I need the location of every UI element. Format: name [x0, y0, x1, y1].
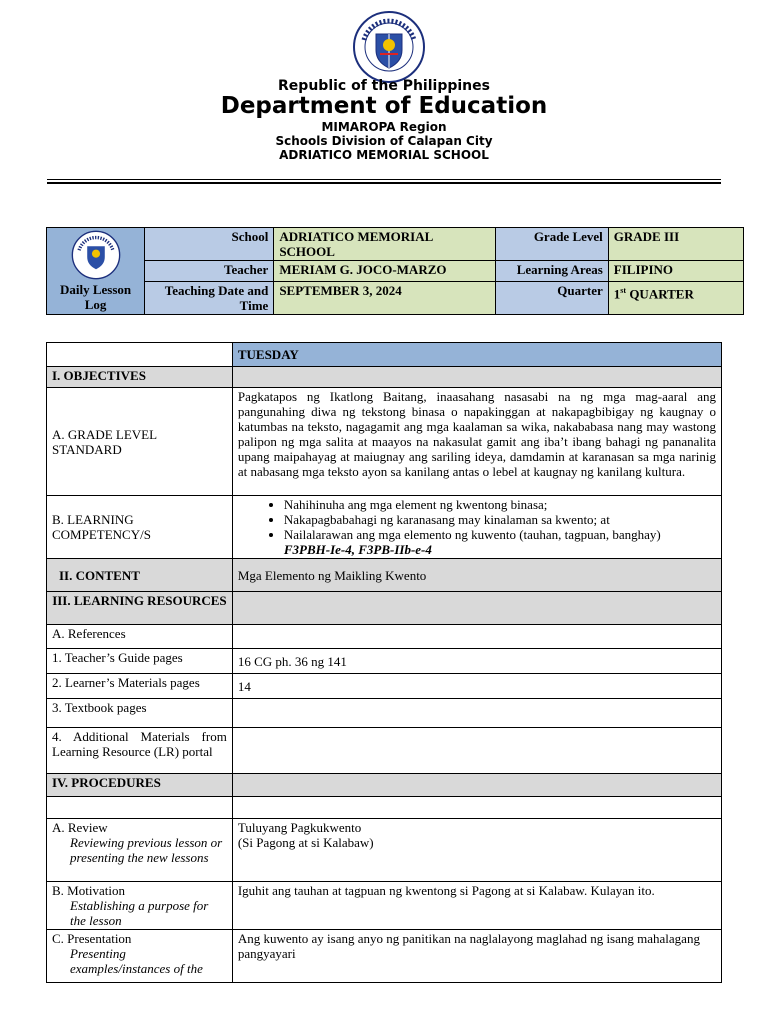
presentation-subtitle: Presenting examples/instances of the: [70, 946, 203, 976]
textbook-pages-blank: [232, 699, 721, 728]
grade-level-standard-label: A. GRADE LEVEL STANDARD: [47, 388, 233, 496]
info-table: [46, 227, 744, 315]
quarter-value: 1st QUARTER: [608, 282, 743, 315]
references-label: A. References: [47, 625, 233, 649]
school-label: School: [145, 228, 274, 261]
daily-lesson-log-cell: [47, 228, 145, 315]
presentation-label: C. Presentation: [52, 931, 132, 946]
school-heading: ADRIATICO MEMORIAL SCHOOL: [279, 148, 489, 162]
review-cell: [47, 819, 233, 882]
presentation-cell: [47, 930, 233, 983]
learning-areas-label: Learning Areas: [495, 261, 608, 282]
header-divider: [47, 179, 721, 180]
header-divider-thick: [47, 182, 721, 184]
deped-seal-icon: [352, 10, 426, 84]
additional-materials-label: 4. Additional Materials from Learning Resource (LR) portal: [47, 728, 233, 774]
presentation-value: Ang kuwento ay isang anyo ng panitikan na naglalayong maglahad ng isang mahalagang pangyayari: [232, 930, 721, 983]
deped-seal-small-icon: [71, 230, 121, 280]
quarter-label: Quarter: [495, 282, 608, 315]
learning-competency-label: B. LEARNING COMPETENCY/S: [47, 496, 233, 559]
textbook-pages-label: 3. Textbook pages: [47, 699, 233, 728]
grade-level-standard-text: Pagkatapos ng Ikatlong Baitang, inaasahang nasasabi na ng mga mag-aaral ang pangunahing diwa ng tekstong binasa o napakinggan at nakapagbibigay ng kaugnay o katumbas na teksto, nagagamit ang mga kaalaman sa wika, nakababasa nang may wastong palipon ng mga salita at maayos na nakasulat gamit ang iba’t ibang bahagi ng pananalita upang maipahayag at maiugnay ang sariling ideya, damdamin at karanasan sa mga narinig at nabasang mga teksto ayon sa kanilang antas o lebel at kaugnay ng kanilang kultura.: [232, 388, 721, 496]
objectives-label: I. OBJECTIVES: [47, 367, 233, 388]
learners-materials-label: 2. Learner’s Materials pages: [47, 674, 233, 699]
additional-materials-blank: [232, 728, 721, 774]
learning-competency-cell: [232, 496, 721, 559]
learning-resources-blank: [232, 592, 721, 625]
blank-row-value: [232, 797, 721, 819]
department-heading: Department of Education: [220, 93, 548, 119]
teaching-date-value: SEPTEMBER 3, 2024: [274, 282, 495, 315]
grade-level-value: GRADE III: [608, 228, 743, 261]
teacher-value: MERIAM G. JOCO-MARZO: [274, 261, 495, 282]
competency-codes: F3PBH-Ie-4, F3PB-IIb-e-4: [283, 542, 432, 557]
competency-item: • Nailalarawan ang mga elemento ng kuwento (tauhan, tagpuan, banghay): [284, 527, 716, 542]
review-value: Tuluyang Pagkukwento (Si Pagong at si Kalabaw): [232, 819, 721, 882]
competency-item: • Nakapagbabahagi ng karanasang may kinalaman sa kwento; at: [284, 512, 716, 527]
teachers-guide-label: 1. Teacher’s Guide pages: [47, 649, 233, 674]
motivation-label: B. Motivation: [52, 883, 125, 898]
lesson-plan-table: [46, 342, 722, 983]
objectives-blank: [232, 367, 721, 388]
blank-header-cell: [47, 343, 233, 367]
school-value: ADRIATICO MEMORIAL SCHOOL: [274, 228, 495, 261]
procedures-blank: [232, 774, 721, 797]
motivation-value: Iguhit ang tauhan at tagpuan ng kwentong si Pagong at si Kalabaw. Kulayan ito.: [232, 882, 721, 930]
region-heading: MIMAROPA Region: [321, 120, 447, 134]
teaching-date-label: Teaching Date and Time: [145, 282, 274, 315]
learning-resources-label: III. LEARNING RESOURCES: [47, 592, 233, 625]
procedures-label: IV. PROCEDURES: [47, 774, 233, 797]
blank-row-label: [47, 797, 233, 819]
day-header: TUESDAY: [232, 343, 721, 367]
learners-materials-value: 14: [232, 674, 721, 699]
republic-heading: Republic of the Philippines: [278, 78, 490, 94]
teachers-guide-value: 16 CG ph. 36 ng 141: [232, 649, 721, 674]
review-label: A. Review: [52, 820, 108, 835]
grade-level-label: Grade Level: [495, 228, 608, 261]
division-heading: Schools Division of Calapan City: [275, 134, 493, 148]
motivation-subtitle: Establishing a purpose for the lesson: [70, 898, 209, 928]
motivation-cell: [47, 882, 233, 930]
content-label: II. CONTENT: [47, 559, 233, 592]
competency-item: • Nahihinuha ang mga element ng kwentong binasa;: [284, 497, 716, 512]
daily-lesson-log-title: Daily Lesson Log: [59, 282, 132, 312]
teacher-label: Teacher: [145, 261, 274, 282]
review-subtitle: Reviewing previous lesson or presenting the new lessons: [70, 835, 223, 865]
content-value: Mga Elemento ng Maikling Kwento: [232, 559, 721, 592]
learning-areas-value: FILIPINO: [608, 261, 743, 282]
references-blank: [232, 625, 721, 649]
